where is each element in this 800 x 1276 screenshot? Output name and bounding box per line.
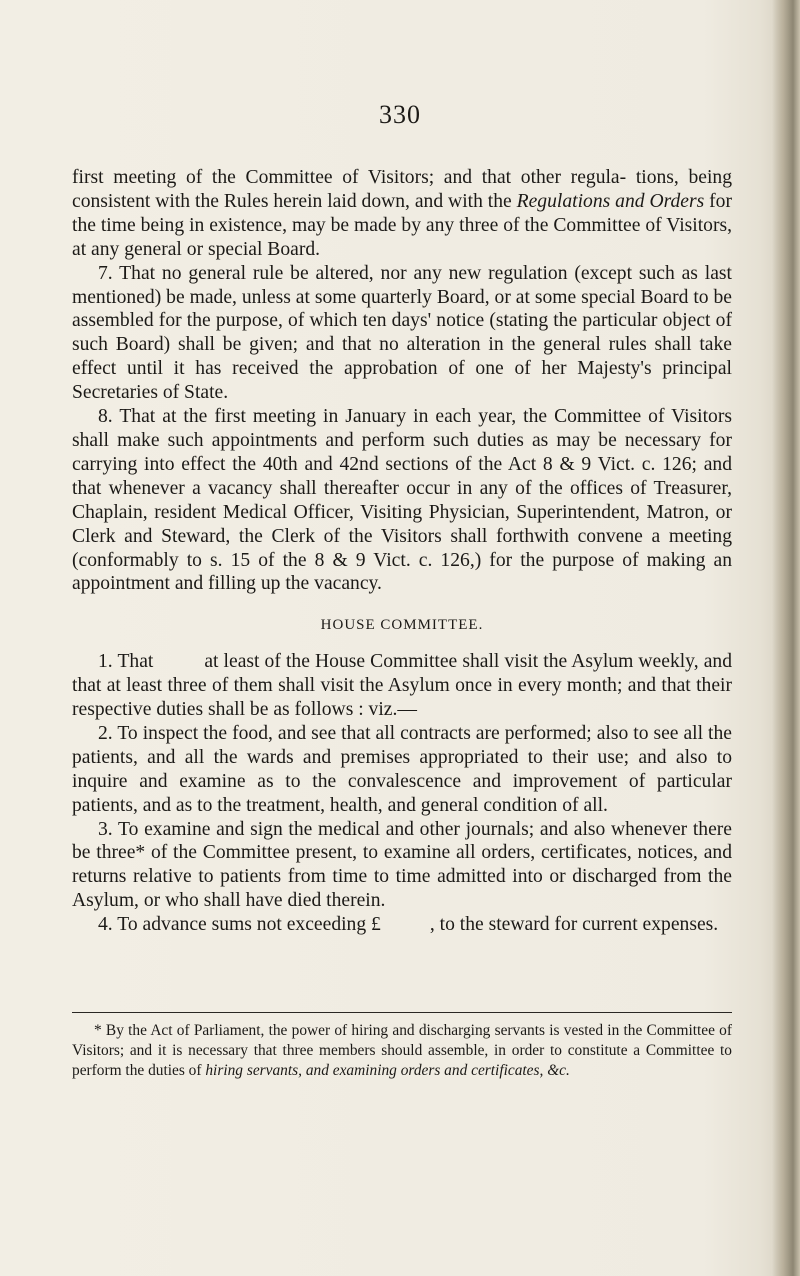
body-text — [72, 166, 737, 937]
line-3-start: the — [487, 190, 517, 212]
regulations-and-orders: Regulations and Orders — [516, 190, 705, 212]
footnote — [72, 1021, 732, 1082]
line-2: tions, being consistent with the Rules herein laid down, and with — [72, 167, 732, 212]
house-rule-1: 1. That at least of the House Committee shall visit the Asylum weekly, and that at least three of them shall visit the Asylum once in every month; and that their respective duties shall be as follows : viz.— — [72, 651, 737, 721]
house-rule-4: 4. To advance sums not exceeding £ , to the steward for current expenses. — [98, 914, 719, 936]
page-edge-shadow — [772, 0, 800, 1276]
footnote-italic: hiring servants, and examining orders and certificates, &c. — [205, 1062, 570, 1080]
footnote-divider — [72, 1012, 732, 1013]
line-1: first meeting of the Committee of Visitors; and that other regula- — [72, 167, 627, 188]
house-rule-3: 3. To examine and sign the medical and other journals; and also whenever there be three* of the Committee present, to examine all orders, certificates, notices, and returns relative to patients from time to time admitted into or discharged from the Asylum, or who shall have died therein. — [72, 818, 732, 912]
rule-7: 7. That no general rule be altered, nor any new regulation (except such as last mentioned) be made, unless at some quarterly Board, or at some special Board to be assembled for the purpose, of which ten days' notice (stating the particular object of such Board) shall be given; and that no alteration in the general rules shall take effect until it has received the approbation of one of her Majesty's principal Secretaries of State. — [72, 262, 732, 404]
line-3-rest: for the time being in existence, may be made by any three of the Committee of Visitors, at any general or special Board. — [72, 190, 732, 260]
paragraph-6-continued — [72, 166, 732, 262]
section-heading: HOUSE COMMITTEE. — [320, 617, 484, 634]
page-number: 330 — [379, 100, 421, 129]
house-rule-2: 2. To inspect the food, and see that all contracts are performed; also to see all the patients, and all the wards and premises appropriated to their use; and also to inquire and examine as to the convalescence and improvement of particular patients, and as to the treatment, health, and general condition of all. — [72, 722, 732, 816]
rule-8: 8. That at the first meeting in January in each year, the Committee of Visitors shall make such appointments and perform such duties as may be necessary for carrying into effect the 40th and 42nd sections of the Act 8 & 9 Vict. c. 126; and that whenever a vacancy shall thereafter occur in any of the offices of Treasurer, Chaplain, resident Medical Officer, Visiting Physician, Superintendent, Matron, or Clerk and Steward, the Clerk of the Visitors shall forthwith convene a meeting (conformably to s. 15 of the 8 & 9 Vict. c. 126,) for the purpose of making an appointment and filling up the vacancy. — [72, 406, 732, 595]
footnote-text: * By the Act of Parliament, the power of hiring and discharging servants is vested in the Committee of Visitors; and it is necessary that three members should assemble, in order to constitute a Committee to perform the duties of — [72, 1022, 732, 1080]
